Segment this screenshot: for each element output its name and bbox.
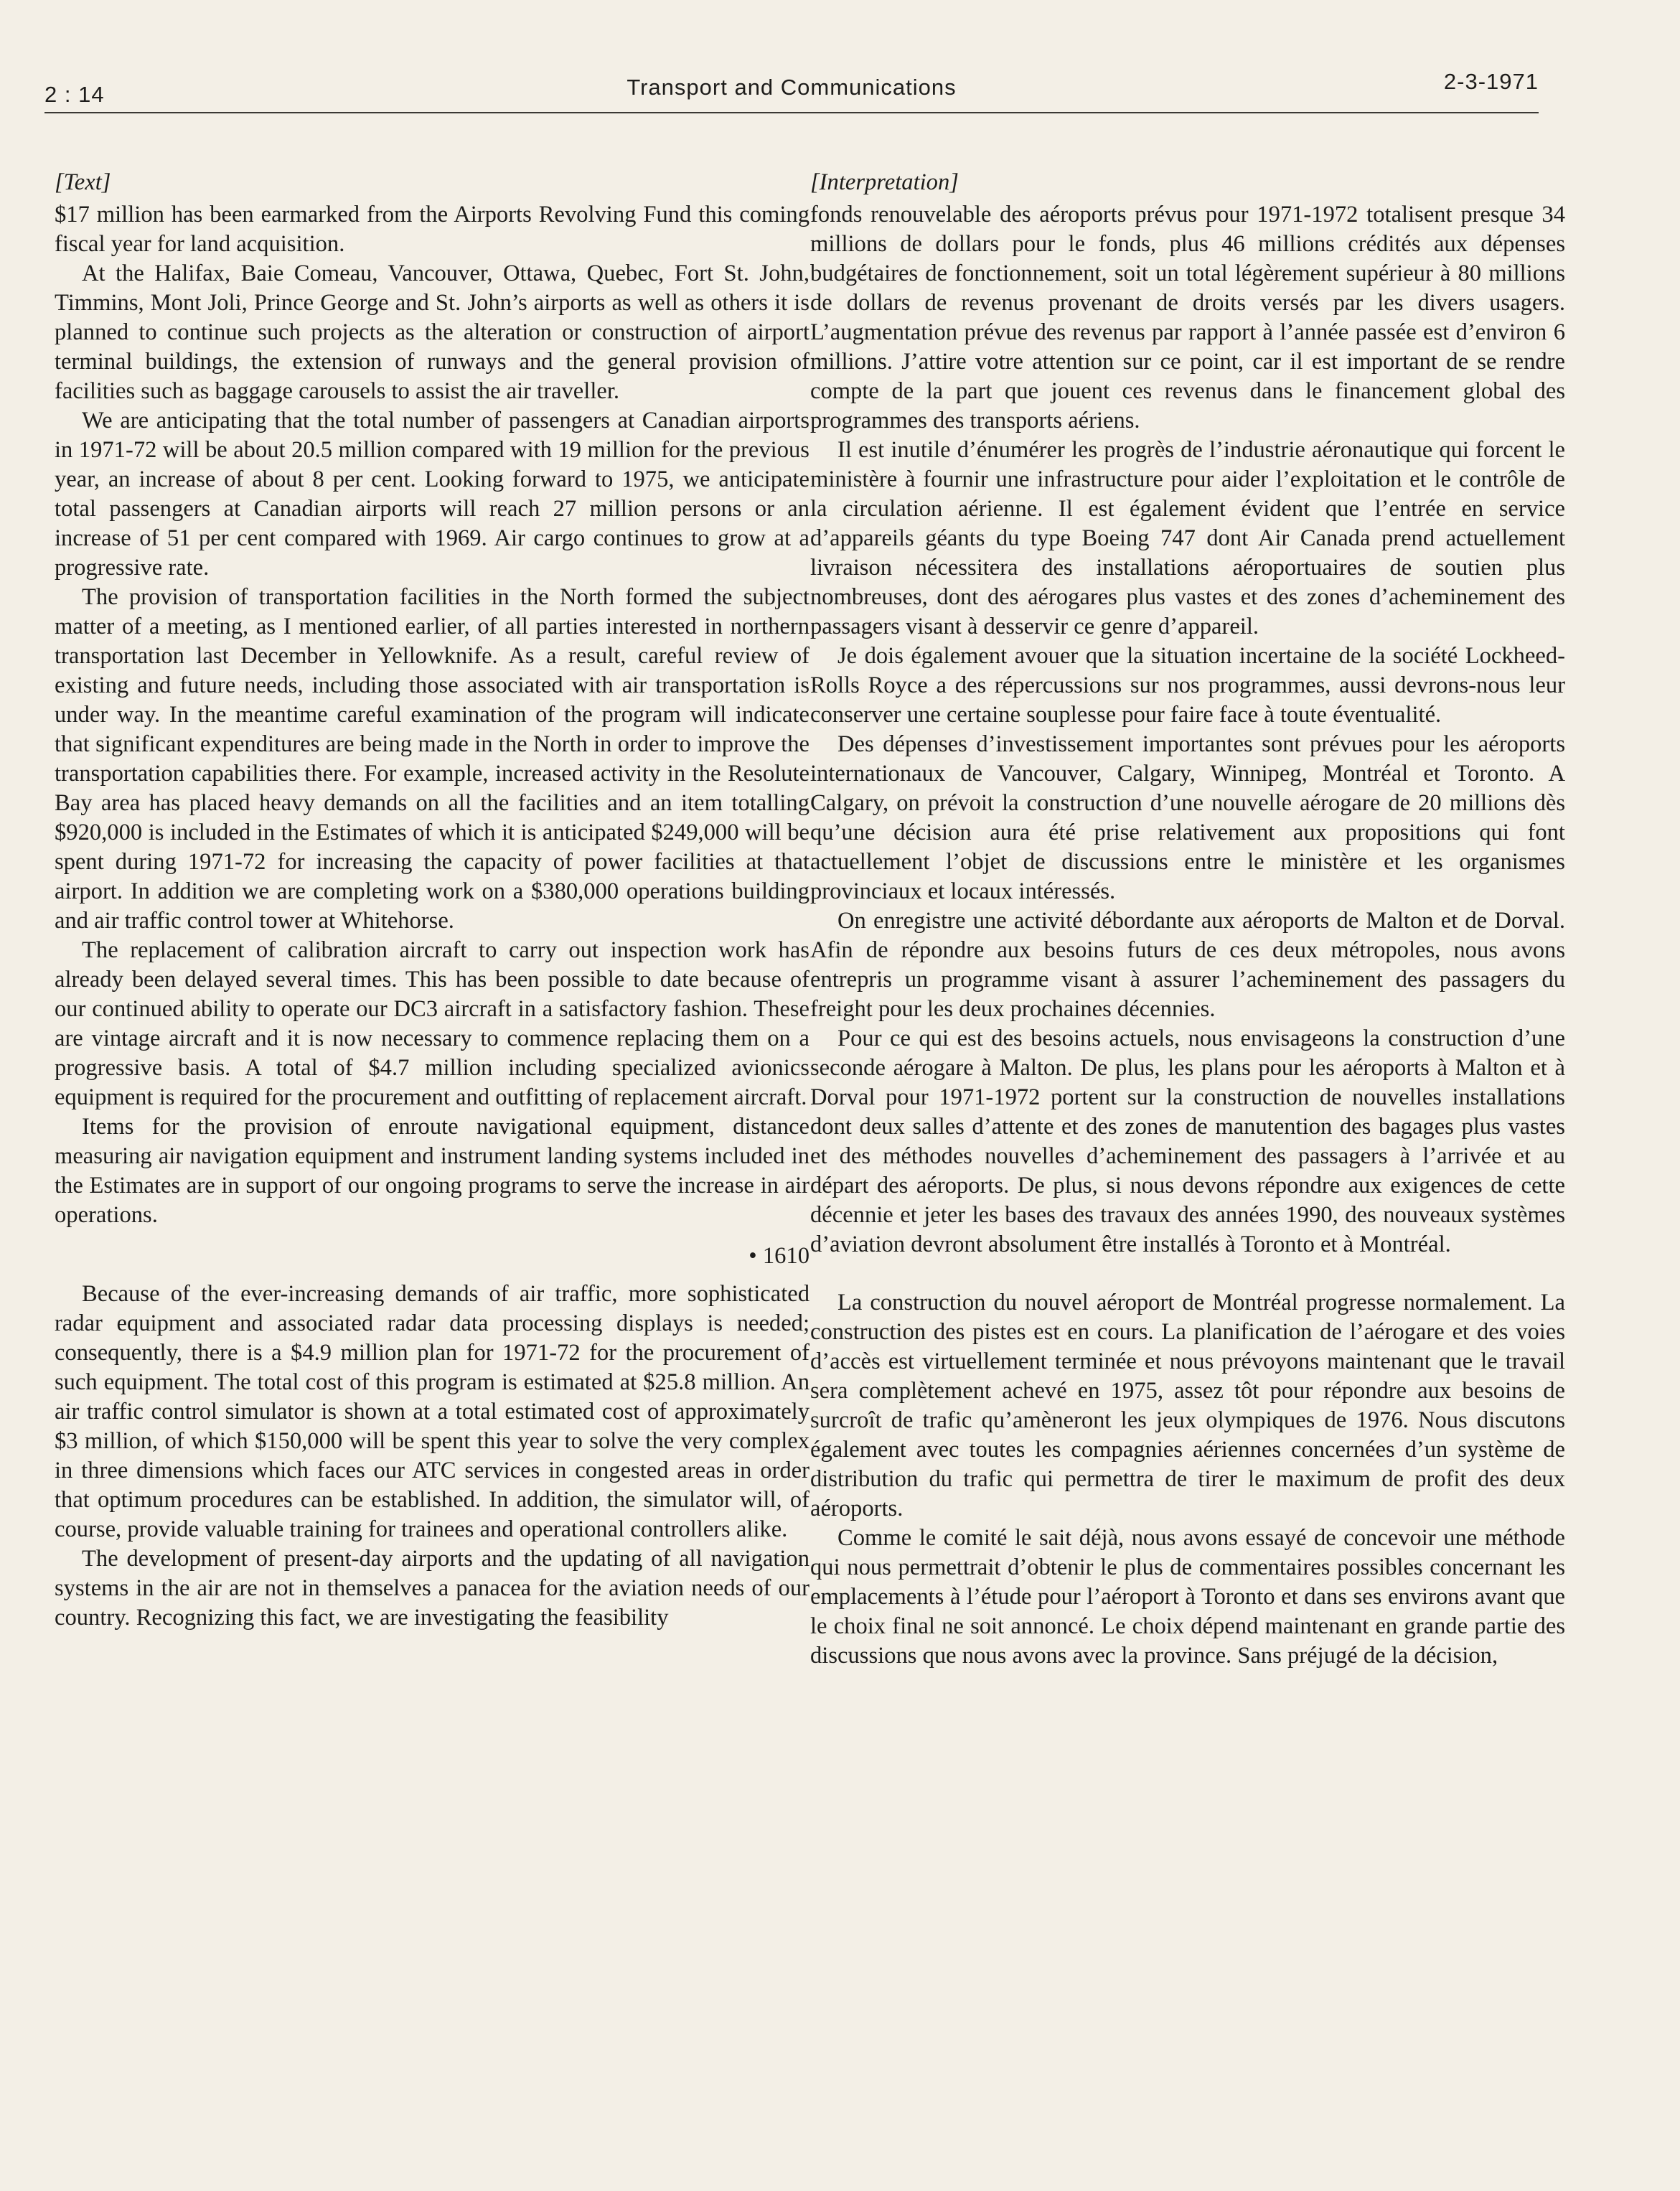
right-column [810, 168, 1565, 1671]
paragraph: Comme le comité le sait déjà, nous avons essayé de concevoir une méthode qui nous permettrait d’obtenir le plus de commentaires possibles concernant les emplacements à l’étude pour l’aéroport à Toronto et dans ses environs avant que le choix final ne soit annoncé. Le choix dépend maintenant en grande partie des discussions que nous avons avec la province. Sans préjugé de la décision, [810, 1525, 1565, 1669]
page-number: 2 : 14 [44, 82, 105, 107]
text-label: [Text] [55, 169, 111, 195]
paragraph: Pour ce qui est des besoins actuels, nous envisageons la construction d’une seconde aérogare à Malton. De plus, les plans pour les aéroports à Malton et à Dorval pour 1971-1972 portent sur la construction de nouvelles installations dont deux salles d’attente et des zones de manutention des bagages plus vastes et des méthodes nouvelles d’acheminement des passagers à l’arrivée et au départ des aéroports. De plus, si nous devons répondre aux exigences de cette décennie et jeter les bases des travaux des années 1990, des nouveaux systèmes d’aviation devront absolument être installés à Toronto et à Montréal. [810, 1026, 1565, 1257]
paragraph: The provision of transportation facilities in the North formed the subject matter of a meeting, as I mentioned earlier, of all parties interested in northern transportation last December in Yellowknife. As a result, careful review of existing and future needs, including those associated with air transportation is under way. In the meantime careful examination of the program will indicate that significant expenditures are being made in the North in order to improve the transportation capabilities there. For example, increased activity in the Resolute Bay area has placed heavy demands on all the facilities and an item totalling $920,000 is included in the Estimates of which it is anticipated $249,000 will be spent during 1971-72 for increasing the capacity of power facilities at that airport. In addition we are completing work on a $380,000 operations building and air traffic control tower at Whitehorse. [55, 584, 810, 934]
time-marker: • 1610 [749, 1243, 810, 1269]
running-title: Transport and Communications [627, 75, 957, 100]
paragraph: The development of present-day airports and the updating of all navigation systems in the air are not in themselves a panacea for the aviation needs of our country. Recognizing this fact, we are investigating the feasibility [55, 1546, 810, 1631]
page-header [44, 69, 1539, 115]
header-rule [44, 112, 1539, 113]
paragraph: Items for the provision of enroute navigational equipment, distance measuring air navigation equipment and instrument landing systems included in the Estimates are in support of our ongoing programs to serve the increase in air operations. [55, 1114, 810, 1228]
paragraph: Des dépenses d’investissement importantes sont prévues pour les aéroports internationaux de Vancouver, Calgary, Winnipeg, Montréal et Toronto. A Calgary, on prévoit la construction d’une nouvelle aérogare de 20 millions dès qu’une décision aura été prise relativement aux propositions qui font actuellement l’objet de discussions entre le ministère et les organismes provinciaux et locaux intéressés. [810, 731, 1565, 904]
paragraph: fonds renouvelable des aéroports prévus pour 1971-1972 totalisent presque 34 millions de dollars pour le fonds, plus 46 millions crédités aux dépenses budgétaires de fonctionnement, soit un total légèrement supérieur à 80 millions de dollars de revenus provenant de droits versés par les divers usagers. L’augmentation prévue des revenus par rapport à l’année passée est d’environ 6 millions. J’attire votre attention sur ce point, car il est important de se rendre compte de la part que jouent ces revenus dans le financement global des programmes des transports aériens. [810, 202, 1565, 433]
interpretation-label: [Interpretation] [810, 169, 959, 195]
paragraph: We are anticipating that the total number of passengers at Canadian airports in 1971-72 will be about 20.5 million compared with 19 million for the previous year, an increase of about 8 per cent. Looking forward to 1975, we anticipate total passengers at Canadian airports will reach 27 million persons or an increase of 51 per cent compared with 1969. Air cargo continues to grow at a progressive rate. [55, 408, 810, 581]
paragraph: On enregistre une activité débordante aux aéroports de Malton et de Dorval. Afin de répondre aux besoins futurs de ces deux métropoles, nous avons entrepris un programme visant à assurer l’acheminement des passagers du freight pour les deux prochaines décennies. [810, 908, 1565, 1022]
paragraph: $17 million has been earmarked from the Airports Revolving Fund this coming fiscal year for land acquisition. [55, 202, 810, 257]
paragraph: Il est inutile d’énumérer les progrès de l’industrie aéronautique qui forcent le ministère à fournir une infrastructure pour aider l’exploitation et le contrôle de la circulation aérienne. Il est également évident que l’entrée en service d’appareils géants du type Boeing 747 dont Air Canada prend actuellement livraison nécessitera des installations aéroportuaires de soutien plus nombreuses, dont des aérogares plus vastes et des zones d’acheminement des passagers visant à desservir ce genre d’appareil. [810, 437, 1565, 639]
section-gap [810, 1259, 1565, 1288]
paragraph: At the Halifax, Baie Comeau, Vancouver, Ottawa, Quebec, Fort St. John, Timmins, Mont Joli, Prince George and St. John’s airports as well as others it is planned to continue such projects as the alteration or construction of airport terminal buildings, the extension of runways and the general provision of facilities such as baggage carousels to assist the air traveller. [55, 261, 810, 404]
paragraph: Je dois également avouer que la situation incertaine de la société Lockheed-Rolls Royce a des répercussions sur nos programmes, aussi devrons-nous leur conserver une certaine souplesse pour faire face à toute éventualité. [810, 643, 1565, 728]
header-date: 2-3-1971 [1443, 69, 1539, 94]
paragraph: La construction du nouvel aéroport de Montréal progresse normalement. La construction des pistes est en cours. La planification de l’aérogare et des voies d’accès est virtuellement terminée et nous prévoyons maintenant que le travail sera complètement achevé en 1975, assez tôt pour répondre aux besoins de surcroît de trafic qu’amèneront les jeux olympiques de 1976. Nous discutons également avec toutes les compagnies aériennes concernées d’un système de distribution du trafic qui permettra de tirer le maximum de profit des deux aéroports. [810, 1290, 1565, 1521]
left-column [55, 168, 810, 1633]
paragraph: Because of the ever-increasing demands of air traffic, more sophisticated radar equipment and associated radar data processing displays is needed; consequently, there is a $4.9 million plan for 1971-72 for the procurement of such equipment. The total cost of this program is estimated at $25.8 million. An air traffic control simulator is shown at a total estimated cost of approximately $3 million, of which $150,000 will be spent this year to solve the very complex in three dimensions which faces our ATC services in congested areas in order that optimum procedures can be established. In addition, the simulator will, of course, provide valuable training for trainees and operational controllers alike. [55, 1281, 810, 1542]
paragraph: The replacement of calibration aircraft to carry out inspection work has already been delayed several times. This has been possible to date because of our continued ability to operate our DC3 aircraft in a satisfactory fashion. These are vintage aircraft and it is now necessary to commence replacing them on a progressive basis. A total of $4.7 million including specialized avionics equipment is required for the procurement and outfitting of replacement aircraft. [55, 937, 810, 1110]
